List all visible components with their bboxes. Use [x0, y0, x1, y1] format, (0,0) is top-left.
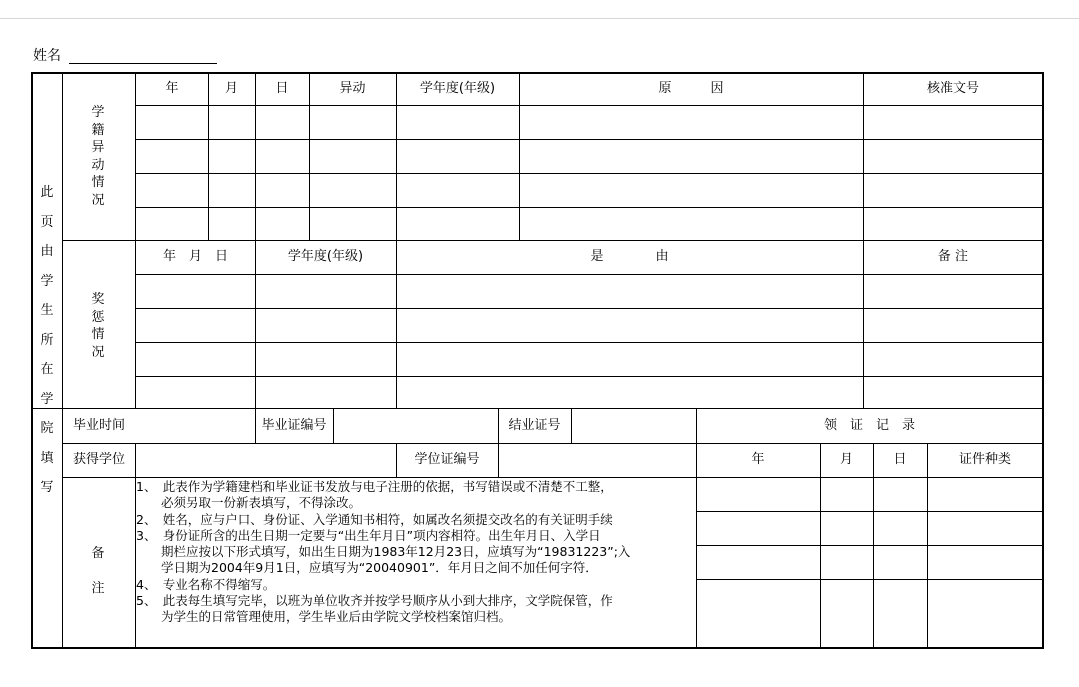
degree-cert-no-label: 学位证编号 — [414, 452, 480, 467]
note-line: 学日期为2004年9月1日，应填写为“20040901”．年月日之间不加任何字符． — [136, 560, 598, 576]
col-school-year: 学年度(年级) — [419, 81, 496, 96]
grad-cert-no-label: 毕业证编号 — [261, 418, 327, 433]
grid-line — [255, 73, 256, 240]
note-line: 期栏应按以下形式填写，如出生日期为1983年12月23日，应填写为“19831223”;入 — [136, 544, 631, 560]
note-line: 为学生的日常管理使用，学生毕业后由学院文学校档案馆归档。 — [136, 609, 512, 625]
section-status-change: 学籍异动情况 — [91, 105, 105, 208]
note-line: 1、 此表作为学籍建档和毕业证书发放与电子注册的依据，书写错误或不清楚不工整， — [136, 479, 613, 494]
grid-line — [396, 240, 397, 408]
collection-record-label: 领 证 记 录 — [823, 418, 915, 433]
grid-line — [820, 443, 821, 648]
col-day: 日 — [275, 81, 289, 96]
completion-no-label: 结业证号 — [508, 418, 561, 433]
grid-line — [519, 73, 520, 240]
note-line: 必须另取一份新表填写，不得涂改。 — [136, 495, 362, 511]
section-rewards: 奖惩情况 — [91, 292, 105, 360]
grid-line — [696, 511, 1043, 512]
grid-line — [696, 408, 697, 648]
col-reason: 原 因 — [658, 81, 724, 96]
grid-line — [696, 545, 1043, 546]
col-approval-no: 核准文号 — [926, 81, 979, 96]
col-month: 月 — [224, 81, 238, 96]
grid-line — [62, 443, 1043, 444]
grid-line — [333, 408, 334, 443]
note-line: 4、 专业名称不得缩写。 — [136, 576, 276, 592]
collection-col-month: 月 — [839, 452, 853, 467]
grid-line — [135, 105, 1043, 106]
grid-line — [863, 73, 864, 240]
grid-line — [696, 579, 1043, 580]
grid-line — [863, 240, 864, 408]
section-remarks: 备注 — [91, 546, 105, 596]
reward-col-remark: 备 注 — [937, 249, 969, 264]
reward-col-date: 年 月 日 — [162, 249, 228, 264]
grid-line — [208, 73, 209, 240]
grid-line — [135, 274, 1043, 275]
grid-line — [135, 139, 1043, 140]
grid-line — [62, 477, 1043, 478]
name-field — [33, 46, 217, 66]
collection-col-year: 年 — [751, 452, 765, 467]
grad-time-label: 毕业时间 — [72, 418, 125, 433]
grid-line — [571, 408, 572, 443]
grid-line — [255, 240, 256, 408]
grid-line — [396, 73, 397, 240]
grid-line — [135, 342, 1043, 343]
grid-line — [873, 443, 874, 648]
grid-line — [135, 173, 1043, 174]
name-blank[interactable] — [69, 49, 217, 64]
note-line: 3、 身份证所含的出生日期一定要与“出生年月日”项内容相符。出生年月日、入学日 — [136, 527, 601, 543]
reward-col-school-year: 学年度(年级) — [287, 249, 364, 264]
grid-line — [135, 308, 1043, 309]
col-year: 年 — [165, 81, 179, 96]
grid-line — [32, 408, 1043, 409]
grid-line — [135, 207, 1043, 208]
degree-label: 获得学位 — [72, 452, 125, 467]
grid-line — [62, 240, 1043, 241]
reward-col-cause: 是 由 — [590, 249, 669, 264]
collection-col-cert-type: 证件种类 — [958, 452, 1011, 467]
name-label: 姓名 — [33, 48, 61, 64]
grid-line — [927, 443, 928, 648]
grid-line — [309, 73, 310, 240]
page-top-border — [0, 0, 1079, 19]
grid-line — [62, 73, 63, 648]
remarks-notes — [136, 479, 696, 626]
grid-line — [135, 376, 1043, 377]
col-change: 异动 — [339, 81, 366, 96]
side-label: 此页由学生所在学院填写 — [40, 185, 54, 495]
collection-col-day: 日 — [893, 452, 907, 467]
note-line: 5、 此表每生填写完毕，以班为单位收齐并按学号顺序从小到大排序，文学院保管，作 — [136, 593, 613, 609]
note-line: 2、 姓名，应与户口、身份证、入学通知书相符，如属改名须提交改名的有关证明手续 — [136, 511, 613, 527]
